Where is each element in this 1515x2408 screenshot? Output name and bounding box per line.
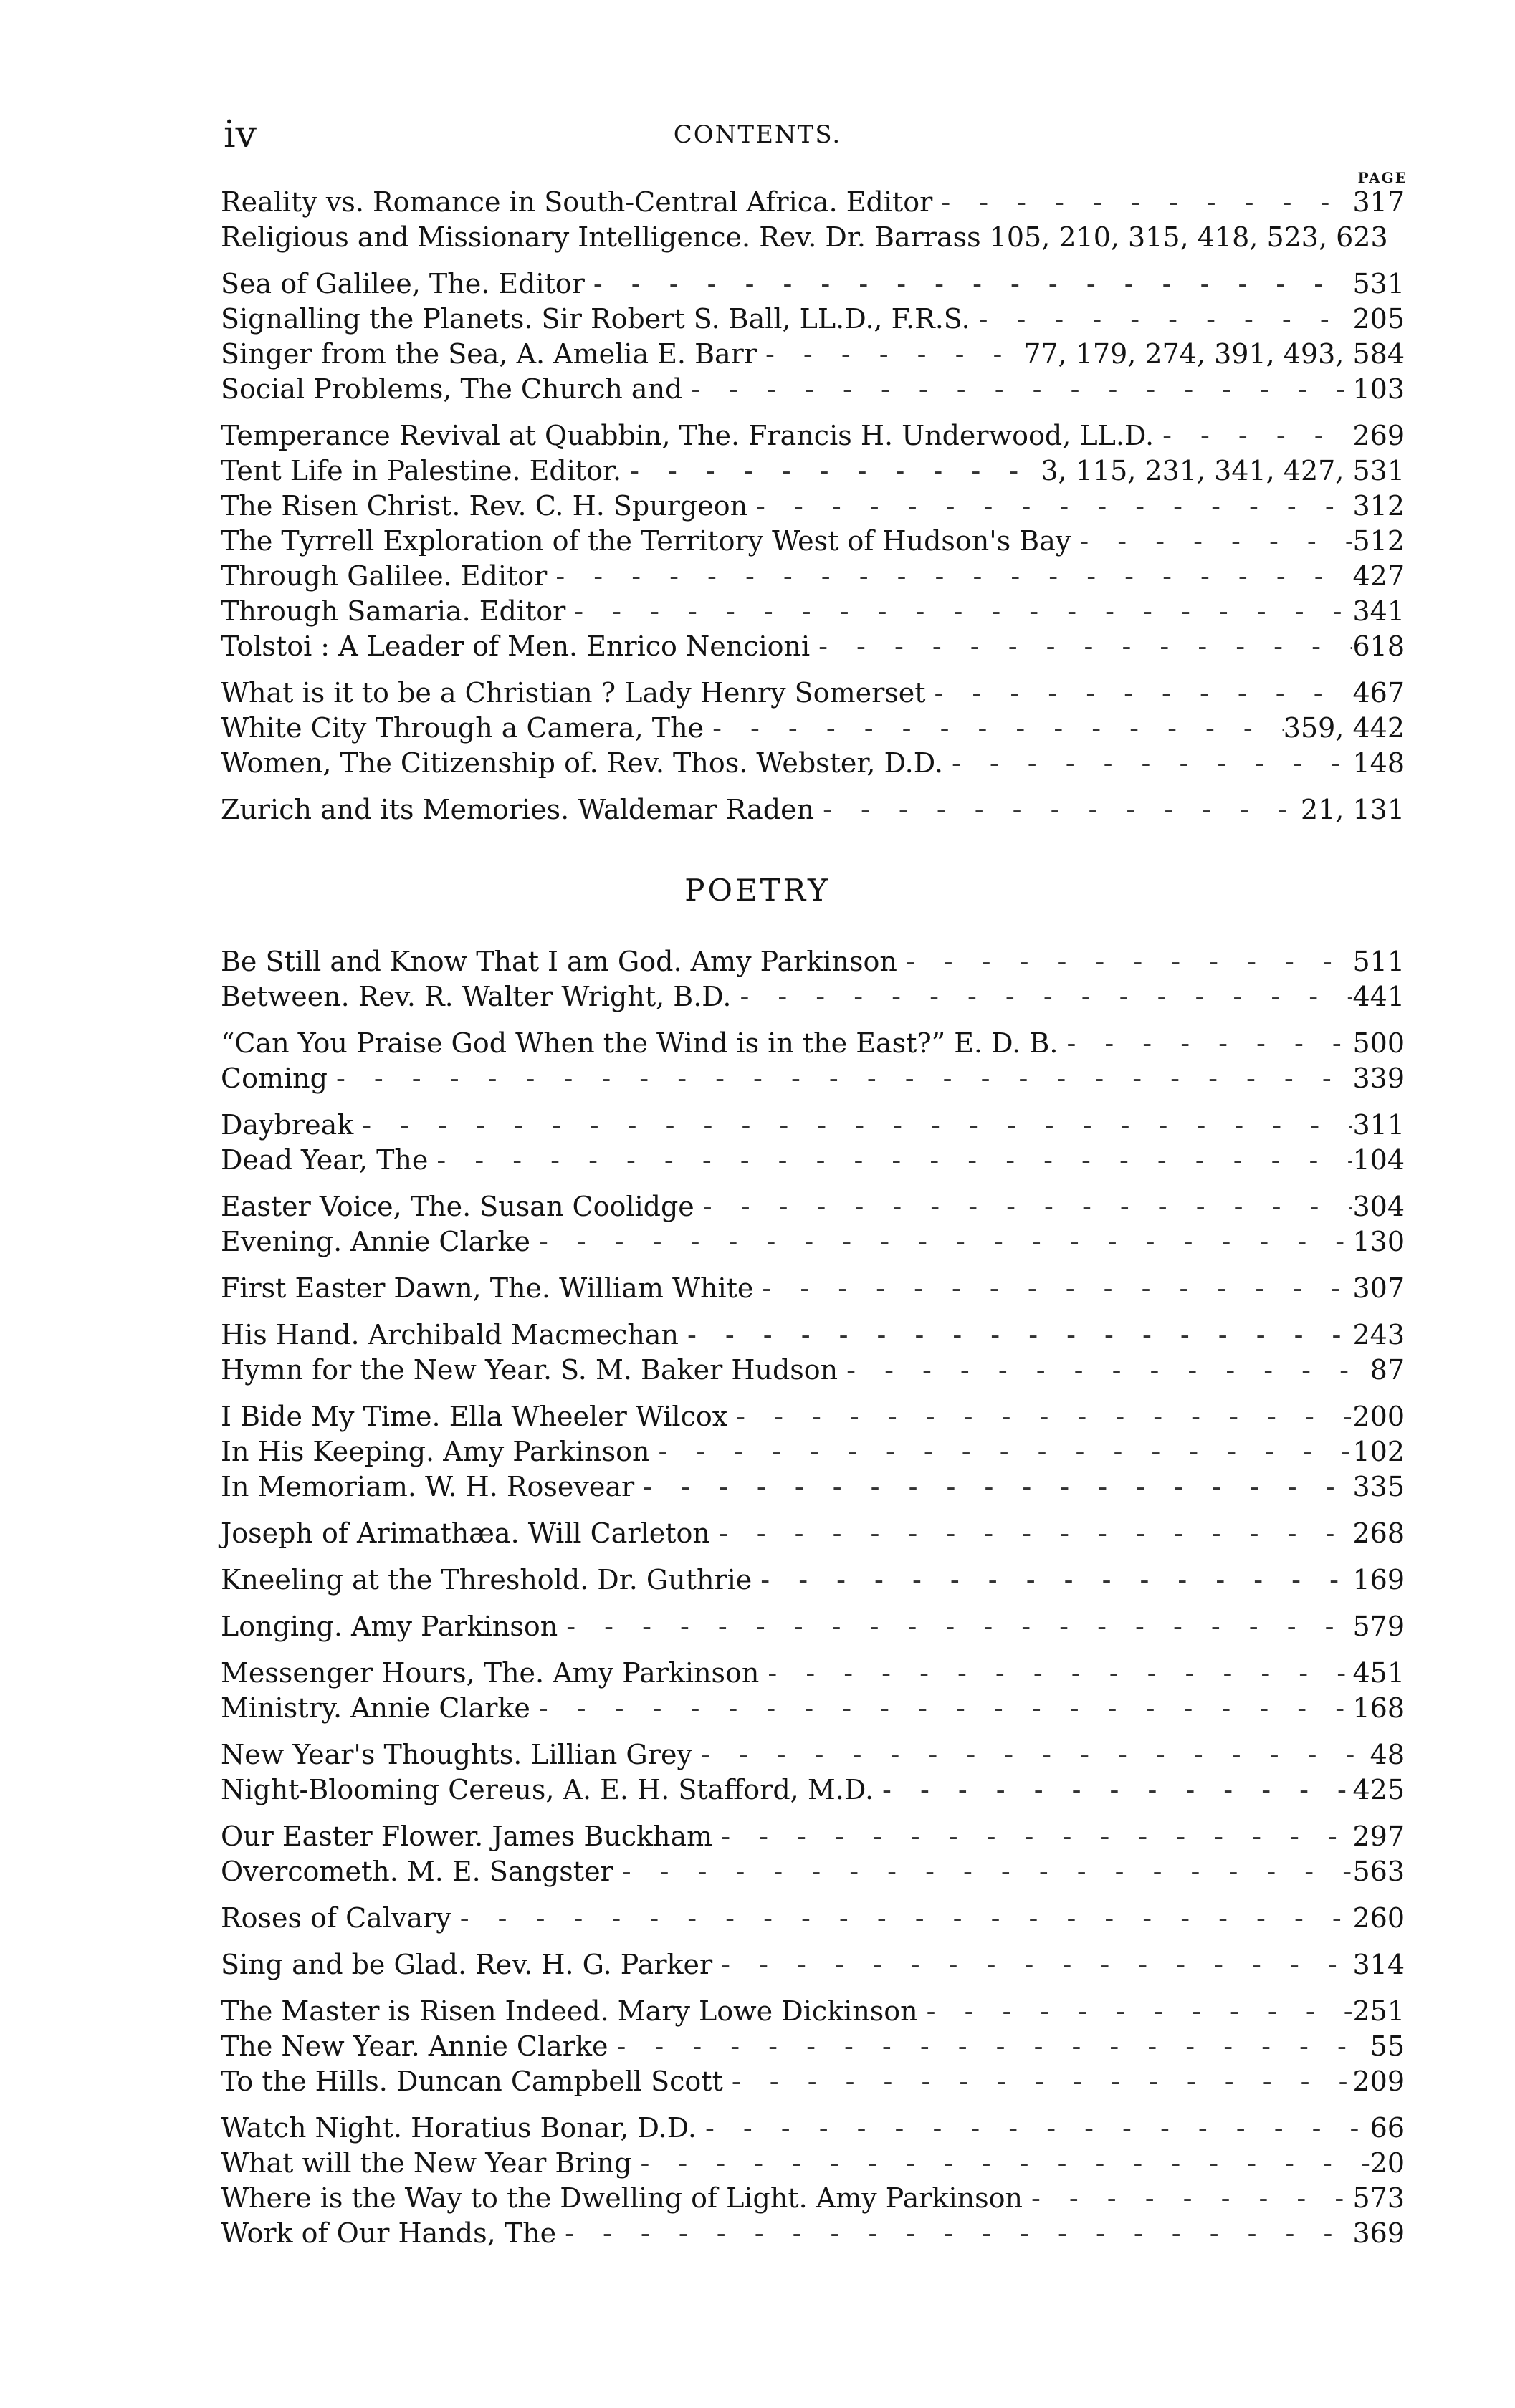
dot-leader	[692, 1737, 1370, 1773]
toc-entry-title: First Easter Dawn, The. William White	[221, 1272, 754, 1304]
toc-entry-pages: 130	[1352, 1226, 1405, 1257]
toc-entry	[221, 559, 1405, 594]
toc-entry-pages: 104	[1352, 1144, 1405, 1176]
toc-entry-pages: 339	[1352, 1063, 1405, 1094]
toc-entry	[221, 979, 1405, 1014]
dot-leader	[1058, 1026, 1352, 1061]
toc-entry-pages: 579	[1352, 1611, 1405, 1642]
toc-entry	[221, 1516, 1405, 1551]
toc-entry	[221, 372, 1405, 407]
dot-leader	[727, 1399, 1352, 1434]
toc-entry-title: I Bide My Time. Ella Wheeler Wilcox	[221, 1401, 728, 1432]
toc-entry-pages: 425	[1352, 1774, 1405, 1805]
toc-entry-title: Through Samaria. Editor	[221, 595, 566, 627]
toc-entry-pages: 314	[1352, 1949, 1405, 1980]
toc-entry	[221, 2146, 1405, 2181]
dot-leader	[970, 302, 1353, 337]
toc-entry-title: Roses of Calvary	[221, 1902, 451, 1934]
toc-entry-title: What is it to be a Christian ? Lady Henry Somerset	[221, 677, 926, 709]
running-head: CONTENTS.	[673, 120, 842, 149]
toc-entry-title: Religious and Missionary Intelligence. Rev. Dr. Barrass 105, 210, 315, 418, 523, 623	[221, 221, 1388, 253]
toc-entry-pages: 269	[1352, 420, 1405, 451]
toc-entry-title: Singer from the Sea, A. Amelia E. Barr	[221, 338, 757, 370]
toc-entry-pages: 200	[1352, 1401, 1405, 1432]
toc-entry-title: Through Galilee. Editor	[221, 560, 548, 592]
toc-entry	[221, 524, 1405, 559]
toc-entry-pages: 341	[1352, 595, 1405, 627]
toc-entry-title: Between. Rev. R. Walter Wright, B.D.	[221, 981, 732, 1012]
toc-entry-pages: 243	[1352, 1319, 1405, 1351]
toc-entry-title: Work of Our Hands, The	[221, 2217, 557, 2249]
toc-entry-title: Be Still and Know That I am God. Amy Parkinson	[221, 946, 897, 977]
dot-leader	[694, 1189, 1353, 1224]
dot-leader	[757, 337, 1023, 372]
toc-entry-title: Signalling the Planets. Sir Robert S. Ball, LL.D., F.R.S.	[221, 303, 970, 335]
toc-entry-title: Tent Life in Palestine. Editor.	[221, 455, 622, 486]
page-number: iv	[224, 113, 257, 156]
dot-leader	[608, 2029, 1370, 2064]
toc-entry	[221, 454, 1405, 489]
toc-entry	[221, 711, 1405, 746]
toc-entry	[221, 792, 1405, 828]
toc-entry-title: Ministry. Annie Clarke	[221, 1692, 530, 1724]
toc-entry-title: Joseph of Arimathæa. Will Carleton	[221, 1517, 710, 1549]
toc-entry-pages: 66	[1370, 2112, 1405, 2144]
toc-entry-title: The Tyrrell Exploration of the Territory West of Hudson's Bay	[221, 525, 1071, 557]
toc-entry	[221, 2029, 1405, 2064]
toc-entry-pages: 148	[1352, 747, 1405, 779]
toc-entry-title: Evening. Annie Clarke	[221, 1226, 530, 1257]
poetry-heading: POETRY	[684, 873, 831, 908]
toc-entry-pages: 20	[1370, 2147, 1405, 2179]
toc-entry	[221, 746, 1405, 781]
dot-leader	[585, 267, 1353, 302]
toc-entry-pages: 335	[1352, 1471, 1405, 1502]
toc-entry-pages: 307	[1352, 1272, 1405, 1304]
toc-entry-pages: 311	[1352, 1109, 1405, 1141]
toc-entry-title: Women, The Citizenship of. Rev. Thos. Webster, D.D.	[221, 747, 943, 779]
toc-entry-pages: 87	[1370, 1354, 1405, 1386]
dot-leader	[631, 2146, 1370, 2181]
prose-contents-list	[221, 185, 1405, 828]
dot-leader	[1023, 2181, 1353, 2216]
toc-entry-title: To the Hills. Duncan Campbell Scott	[221, 2066, 723, 2097]
toc-entry	[221, 2064, 1405, 2099]
toc-entry-title: The Risen Christ. Rev. C. H. Spurgeon	[221, 490, 748, 522]
toc-entry-title: His Hand. Archibald Macmechan	[221, 1319, 679, 1351]
toc-entry-pages: 304	[1352, 1191, 1405, 1222]
toc-entry	[221, 1271, 1405, 1306]
toc-entry-title: Kneeling at the Threshold. Dr. Guthrie	[221, 1564, 752, 1596]
toc-entry	[221, 1854, 1405, 1889]
toc-entry	[221, 1061, 1405, 1096]
toc-entry-title: Sing and be Glad. Rev. H. G. Parker	[221, 1949, 713, 1980]
toc-entry	[221, 1469, 1405, 1505]
toc-entry	[221, 1143, 1405, 1178]
toc-entry-pages: 297	[1352, 1821, 1405, 1852]
toc-entry-title: Messenger Hours, The. Amy Parkinson	[221, 1657, 760, 1689]
toc-entry	[221, 1318, 1405, 1353]
toc-entry-title: Night-Blooming Cereus, A. E. H. Stafford, M.D.	[221, 1774, 874, 1805]
toc-entry-pages: 77, 179, 274, 391, 493, 584	[1023, 338, 1405, 370]
toc-entry-pages: 312	[1352, 490, 1405, 522]
toc-entry-title: Temperance Revival at Quabbin, The. Francis H. Underwood, LL.D.	[221, 420, 1155, 451]
toc-entry-title: Zurich and its Memories. Waldemar Raden	[221, 794, 815, 825]
toc-entry	[221, 1189, 1405, 1224]
toc-entry-title: Overcometh. M. E. Sangster	[221, 1856, 613, 1887]
toc-entry-pages: 451	[1352, 1657, 1405, 1689]
dot-leader	[747, 489, 1352, 524]
toc-entry	[221, 1901, 1405, 1936]
dot-leader	[712, 1947, 1352, 1982]
toc-entry	[221, 1819, 1405, 1854]
dot-leader	[556, 2216, 1352, 2251]
toc-entry	[221, 944, 1405, 979]
dot-leader	[353, 1108, 1352, 1143]
toc-entry-title: Easter Voice, The. Susan Coolidge	[221, 1191, 694, 1222]
toc-entry-pages: 317	[1352, 186, 1405, 218]
toc-entry-pages: 531	[1352, 268, 1405, 299]
toc-entry	[221, 1563, 1405, 1598]
toc-entry-pages: 260	[1352, 1902, 1405, 1934]
dot-leader	[926, 676, 1353, 711]
toc-entry-title: Watch Night. Horatius Bonar, D.D.	[221, 2112, 697, 2144]
toc-entry	[221, 1399, 1405, 1434]
toc-entry-title: Sea of Galilee, The. Editor	[221, 268, 585, 299]
toc-entry-pages: 500	[1352, 1027, 1405, 1059]
toc-entry-pages: 209	[1352, 2066, 1405, 2097]
toc-entry-pages: 573	[1352, 2182, 1405, 2214]
toc-entry-pages: 467	[1352, 677, 1405, 709]
toc-entry-title: White City Through a Camera, The	[221, 712, 704, 744]
toc-entry-pages: 102	[1352, 1436, 1405, 1467]
dot-leader	[874, 1773, 1352, 1808]
toc-entry	[221, 1353, 1405, 1388]
dot-leader	[697, 2111, 1370, 2146]
toc-entry-title: Dead Year, The	[221, 1144, 429, 1176]
toc-entry	[221, 1656, 1405, 1691]
toc-entry	[221, 302, 1405, 337]
toc-entry-title: What will the New Year Bring	[221, 2147, 632, 2179]
dot-leader	[943, 746, 1353, 781]
toc-entry	[221, 1994, 1405, 2029]
dot-leader	[428, 1143, 1352, 1178]
page-column-label: PAGE	[1357, 169, 1408, 186]
dot-leader	[621, 454, 1041, 489]
dot-leader	[613, 1854, 1353, 1889]
toc-entry-pages: 3, 115, 231, 341, 427, 531	[1041, 455, 1405, 486]
toc-entry	[221, 1737, 1405, 1773]
toc-entry	[221, 676, 1405, 711]
toc-entry	[221, 337, 1405, 372]
toc-entry-pages: 169	[1352, 1564, 1405, 1596]
toc-entry-title: Longing. Amy Parkinson	[221, 1611, 558, 1642]
toc-entry	[221, 1108, 1405, 1143]
dot-leader	[753, 1271, 1352, 1306]
dot-leader	[704, 711, 1284, 746]
dot-leader	[682, 372, 1352, 407]
toc-entry	[221, 629, 1405, 664]
toc-entry-pages: 511	[1352, 946, 1405, 977]
toc-entry	[221, 594, 1405, 629]
dot-leader	[710, 1516, 1353, 1551]
toc-entry-title: The Master is Risen Indeed. Mary Lowe Dickinson	[221, 1995, 918, 2027]
dot-leader	[649, 1434, 1352, 1469]
toc-entry-title: Hymn for the New Year. S. M. Baker Hudson	[221, 1354, 838, 1386]
toc-entry	[221, 267, 1405, 302]
dot-leader	[1154, 418, 1352, 454]
toc-entry	[221, 1609, 1405, 1644]
dot-leader	[547, 559, 1352, 594]
toc-entry	[221, 418, 1405, 454]
toc-entry-title: The New Year. Annie Clarke	[221, 2030, 608, 2062]
toc-entry-pages: 103	[1352, 373, 1405, 405]
toc-entry-pages: 563	[1352, 1856, 1405, 1887]
toc-entry-pages: 21, 131	[1300, 794, 1405, 825]
toc-entry	[221, 1947, 1405, 1982]
dot-leader	[838, 1353, 1370, 1388]
dot-leader	[752, 1563, 1352, 1598]
toc-entry-title: Daybreak	[221, 1109, 354, 1141]
toc-entry-title: New Year's Thoughts. Lillian Grey	[221, 1739, 692, 1770]
dot-leader	[530, 1691, 1353, 1726]
dot-leader	[634, 1469, 1352, 1505]
dot-leader	[932, 185, 1352, 220]
toc-entry	[221, 1691, 1405, 1726]
dot-leader	[530, 1224, 1353, 1260]
toc-entry-pages: 441	[1352, 981, 1405, 1012]
dot-leader	[897, 944, 1353, 979]
toc-entry-pages: 427	[1352, 560, 1405, 592]
toc-entry-title: Reality vs. Romance in South-Central Africa. Editor	[221, 186, 933, 218]
toc-entry-pages: 251	[1352, 1995, 1405, 2027]
dot-leader	[1071, 524, 1352, 559]
toc-entry	[221, 1434, 1405, 1469]
toc-entry	[221, 2111, 1405, 2146]
dot-leader	[723, 2064, 1353, 2099]
toc-entry	[221, 2181, 1405, 2216]
toc-entry-pages: 168	[1352, 1692, 1405, 1724]
toc-entry-pages: 359, 442	[1283, 712, 1405, 744]
toc-entry-pages: 512	[1352, 525, 1405, 557]
toc-entry	[221, 489, 1405, 524]
toc-entry-pages: 268	[1352, 1517, 1405, 1549]
dot-leader	[712, 1819, 1352, 1854]
toc-entry-title: Where is the Way to the Dwelling of Light. Amy Parkinson	[221, 2182, 1023, 2214]
dot-leader	[679, 1318, 1353, 1353]
toc-entry-pages: 618	[1352, 630, 1405, 662]
toc-entry-title: In His Keeping. Amy Parkinson	[221, 1436, 650, 1467]
toc-entry	[221, 2216, 1405, 2251]
toc-entry-title: Our Easter Flower. James Buckham	[221, 1821, 713, 1852]
poetry-contents-list	[221, 944, 1405, 2251]
toc-entry-pages: 205	[1352, 303, 1405, 335]
dot-leader	[558, 1609, 1352, 1644]
toc-entry-pages: 48	[1370, 1739, 1405, 1770]
dot-leader	[451, 1901, 1353, 1936]
dot-leader	[759, 1656, 1352, 1691]
toc-entry-pages: 369	[1352, 2217, 1405, 2249]
toc-entry-pages: 55	[1370, 2030, 1405, 2062]
dot-leader	[810, 629, 1352, 664]
toc-entry	[221, 220, 1405, 255]
toc-entry	[221, 1026, 1405, 1061]
toc-entry-title: Coming	[221, 1063, 328, 1094]
dot-leader	[565, 594, 1352, 629]
toc-entry	[221, 1773, 1405, 1808]
toc-entry	[221, 185, 1405, 220]
dot-leader	[328, 1061, 1353, 1096]
toc-entry-title: Tolstoi : A Leader of Men. Enrico Nencioni	[221, 630, 811, 662]
toc-entry-title: “Can You Praise God When the Wind is in the East?” E. D. B.	[221, 1027, 1058, 1059]
dot-leader	[814, 792, 1301, 828]
toc-entry-title: Social Problems, The Church and	[221, 373, 683, 405]
dot-leader	[918, 1994, 1353, 2029]
toc-entry-title: In Memoriam. W. H. Rosevear	[221, 1471, 635, 1502]
dot-leader	[731, 979, 1352, 1014]
toc-entry	[221, 1224, 1405, 1260]
